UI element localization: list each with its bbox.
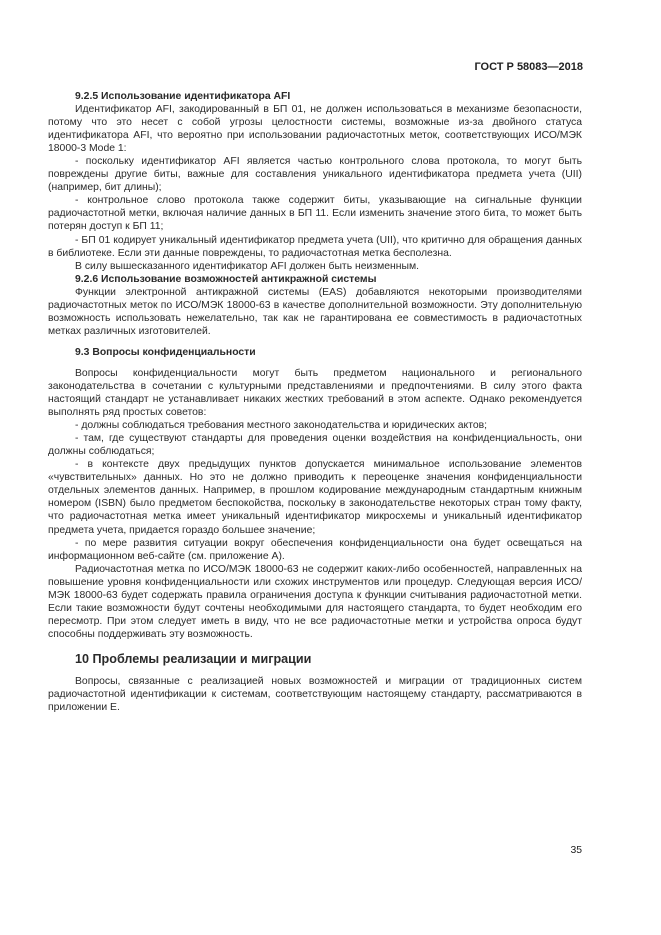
paragraph: Идентификатор AFI, закодированный в БП 01, не должен использоваться в механизме безопасности, потому что это несет с собой угрозы целостности системы, возможные из-за двойного статуса идентификатора AFI, что вероятно при использовании радиочастотных меток, соответствующих ИСО/МЭК 18000-3 Mode 1: (48, 104, 582, 155)
spacer (48, 641, 582, 651)
paragraph: - поскольку идентификатор AFI является частью контрольного слова протокола, то могут быть повреждены другие биты, важные для составления уникального идентификатора предмета учета (UII) (например, бит длины); (48, 156, 582, 194)
spacer (48, 338, 582, 346)
paragraph: Функции электронной антикражной системы (EAS) добавляются некоторыми производителями радиочастотных меток по ИСО/МЭК 18000-63 в качестве дополнительной возможности. Эту дополнительную возможность использовать нежелательно, так как не гарантирована ее совместимость в радиочастотных метках различных изготовителей. (48, 286, 582, 337)
paragraph: - БП 01 кодирует уникальный идентификатор предмета учета (UII), что критично для обращения данных в библиотеке. Если эти данные повреждены, то радиочастотная метка бесполезна. (48, 234, 582, 259)
paragraph: - в контексте двух предыдущих пунктов допускается минимальное использование элементов «чувствительных» данных. Но это не должно приводить к переоценке значения конфиденциальности отдельных элементов данных. Например, в прошлом кодирование международным стандартным книжным номером (ISBN) было предметом беспокойства, поскольку в законодательстве некоторых стран тому факту, что радиочастотная метка имеет уникальный идентификатор микросхемы и уникальный идентификатор предмета учета, придается гораздо большее значение; (48, 459, 582, 536)
paragraph: Вопросы конфиденциальности могут быть предметом национального и регионального законодательства в сочетании с культурными представлениями и предпочтениями. В силу этого факта настоящий стандарт не устанавливает никаких жестких требований в этом аспекте. Однако рекомендуется выполнять ряд простых советов: (48, 367, 582, 419)
subsection-heading: 9.2.6 Использование возможностей антикражной системы (75, 273, 377, 285)
section-heading: 10 Проблемы реализации и миграции (75, 651, 312, 666)
paragraph: - там, где существуют стандарты для проведения оценки воздействия на конфиденциальность, они должны соблюдаться; (48, 433, 582, 458)
paragraph: Вопросы, связанные с реализацией новых возможностей и миграции от традиционных систем радиочастотной идентификации к системам, соответствующим настоящему стандарту, рассматриваются в приложении Е. (48, 675, 582, 714)
paragraph: В силу вышесказанного идентификатор AFI должен быть неизменным. (75, 260, 419, 272)
subsection-heading: 9.2.5 Использование идентификатора AFI (75, 91, 291, 102)
page-number: 35 (570, 845, 582, 856)
document-body (48, 90, 582, 714)
paragraph: - должны соблюдаться требования местного законодательства и юридических актов; (75, 420, 488, 432)
paragraph: - по мере развития ситуации вокруг обеспечения конфиденциальности она будет освещаться на информационном веб-сайте (см. приложение А). (48, 537, 582, 562)
subsection-heading: 9.3 Вопросы конфиденциальности (75, 346, 256, 358)
spacer (48, 667, 582, 675)
paragraph: Радиочастотная метка по ИСО/МЭК 18000-63 не содержит каких-либо особенностей, направленных на повышение уровня конфиденциальности или схожих инструментов или процедур. Следующая версия ИСО/МЭК 18000-63 будет содержать правила ограничения доступа к функции считывания радиочастотной метки. Если такие возможности будут сочтены необходимыми для настоящего стандарта, то будет необходим его пересмотр. При этом следует иметь в виду, что не все радиочастотные метки и устройства опроса будут способны поддерживать эту возможность. (48, 563, 582, 640)
document-code: ГОСТ Р 58083—2018 (474, 61, 583, 73)
spacer (48, 359, 582, 367)
paragraph: - контрольное слово протокола также содержит биты, указывающие на сигнальные функции радиочастотной метки, включая наличие данных в БП 11. Если изменить значение этого бита, то может быть потерян доступ к БП 11; (48, 195, 582, 233)
